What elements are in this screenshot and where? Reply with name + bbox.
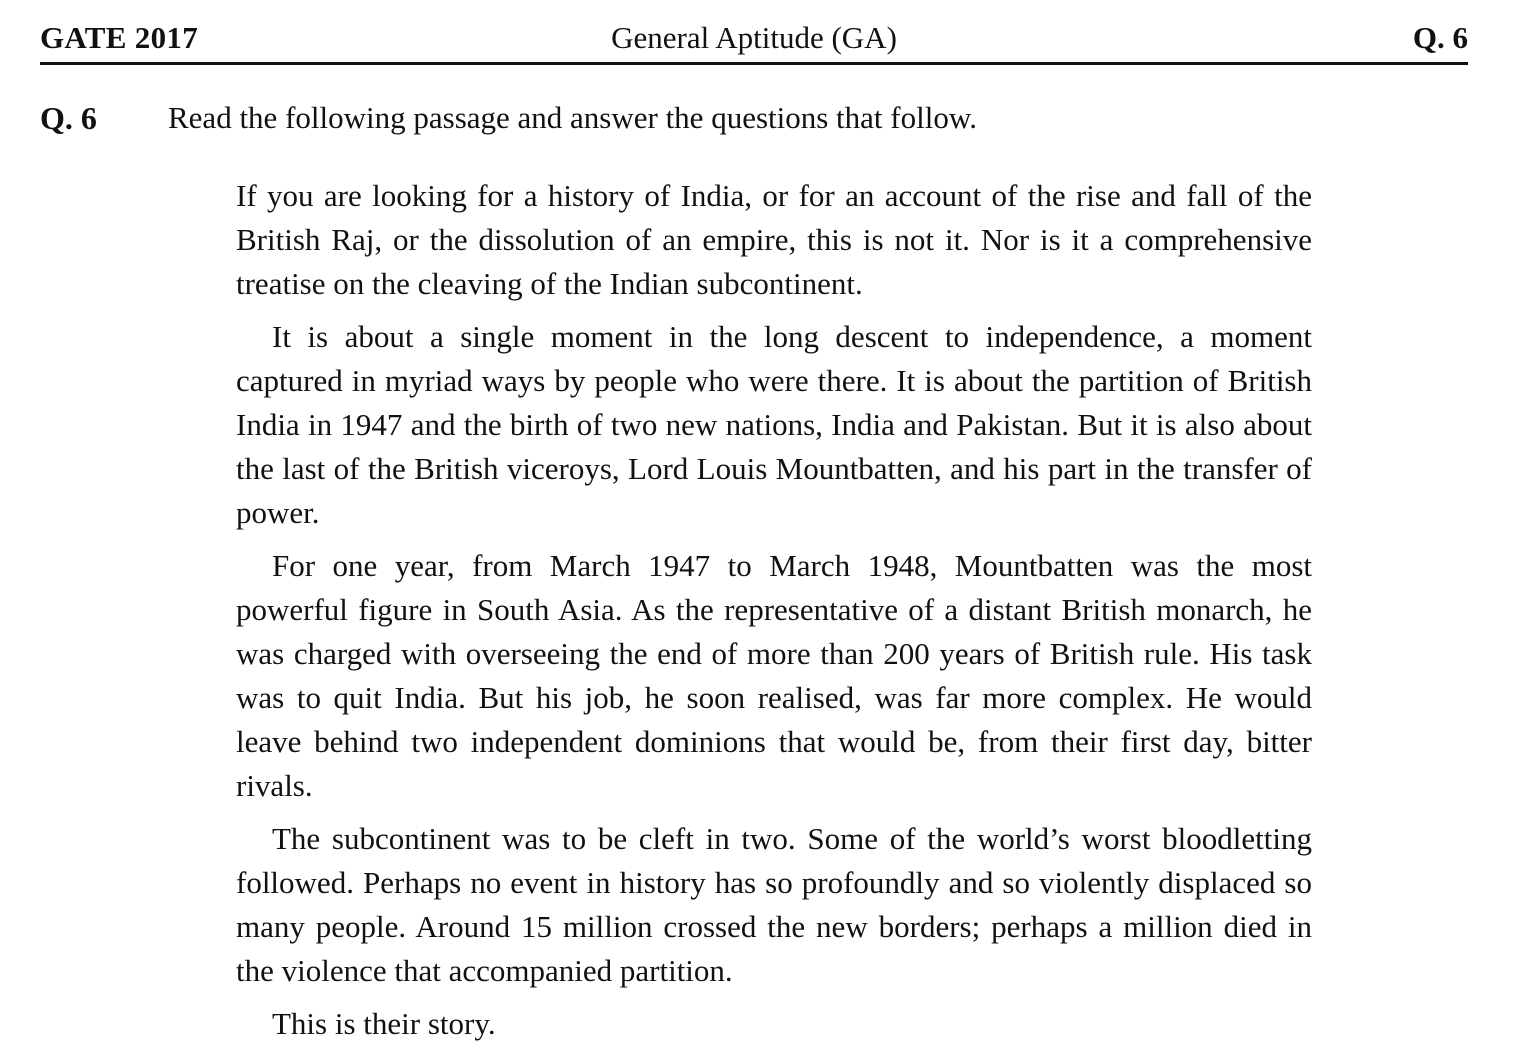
section-title: General Aptitude (GA) <box>611 20 897 55</box>
question-line <box>40 100 1468 144</box>
page-header <box>40 18 1468 65</box>
header-question-number: Q. 6 <box>1412 20 1468 55</box>
question-instruction: Read the following passage and answer the questions that follow. <box>168 100 977 135</box>
passage-paragraph-1: If you are looking for a history of India, or for an account of the rise and fall of the British Raj, or the dissolution of an empire, this is not it. Nor is it a comprehensive treatise on the cleaving of the Indian subcontinent. <box>236 178 1312 301</box>
passage-paragraph-4: The subcontinent was to be cleft in two. Some of the world’s worst bloodletting followed. Perhaps no event in history has so profoundly and so violently displaced so many people. Around 15 million crossed the new borders; perhaps a million died in the violence that accompanied partition. <box>236 821 1312 988</box>
passage <box>236 174 1312 1055</box>
exam-title: GATE 2017 <box>40 20 199 55</box>
passage-paragraph-2: It is about a single moment in the long descent to independence, a moment captured in myriad ways by people who were there. It is about the partition of British India in 1947 and the birth of two new nations, India and Pakistan. But it is also about the last of the British viceroys, Lord Louis Mountbatten, and his part in the transfer of power. <box>236 319 1312 530</box>
passage-paragraph-5: This is their story. <box>272 1006 496 1041</box>
passage-paragraph-3: For one year, from March 1947 to March 1948, Mountbatten was the most powerful figure in South Asia. As the representative of a distant British monarch, he was charged with overseeing the end of more than 200 years of British rule. His task was to quit India. But his job, he soon realised, was far more complex. He would leave behind two independent dominions that would be, from their first day, bitter rivals. <box>236 548 1312 803</box>
question-number: Q. 6 <box>40 100 97 136</box>
